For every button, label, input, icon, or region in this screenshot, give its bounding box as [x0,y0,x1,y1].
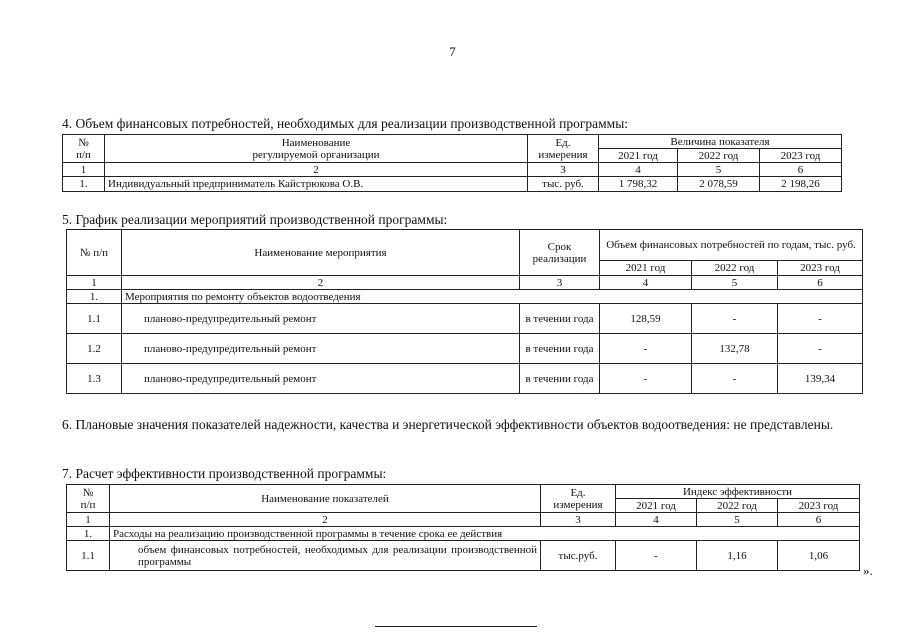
row-value: - [778,334,863,364]
row-value: 128,59 [600,304,692,334]
header-efficiency-group: Индекс эффективности [616,485,860,499]
header-year: 2021 год [616,499,697,513]
index-row [67,513,860,527]
group-name: Мероприятия по ремонту объектов водоотведения [122,290,863,304]
page-number: 7 [449,44,456,59]
group-name: Расходы на реализацию производственной программы в течение срока ее действия [110,527,860,541]
index-cell: 4 [616,513,697,527]
row-indicator-name: объем финансовых потребностей, необходимых для реализации производственной программы [110,541,541,571]
row-value: - [616,541,697,571]
index-cell: 5 [678,163,760,177]
row-term: в течении года [520,364,600,394]
header-measure-name: Наименование мероприятия [122,230,520,276]
index-cell: 1 [67,276,122,290]
header-year: 2022 год [692,261,778,276]
row-term: в течении года [520,304,600,334]
row-measure-name: планово-предупредительный ремонт [122,364,520,394]
index-cell: 6 [778,276,863,290]
index-cell: 3 [541,513,616,527]
row-value: 1,06 [778,541,860,571]
group-row [67,290,863,304]
row-num: 1. [63,177,105,192]
header-indicator-name: Наименование показателей [110,485,541,513]
table-row [67,304,863,334]
row-value: 1 798,32 [599,177,678,192]
index-cell: 2 [122,276,520,290]
index-cell: 3 [528,163,599,177]
row-value: 2 198,26 [760,177,842,192]
table-row [67,364,863,394]
index-cell: 4 [599,163,678,177]
footer-divider [375,626,537,627]
index-cell: 6 [778,513,860,527]
row-measure-name: планово-предупредительный ремонт [122,304,520,334]
header-finance-group: Объем финансовых потребностей по годам, тыс. руб. [600,230,863,261]
index-cell: 2 [110,513,541,527]
section6-paragraph: 6. Плановые значения показателей надежности, качества и энергетической эффективности объектов водоотведения: не представлены. [62,417,834,432]
header-value-group: Величина показателя [599,135,842,149]
header-year: 2021 год [599,149,678,163]
row-value: - [778,304,863,334]
header-term: Срок реализации [520,230,600,276]
closing-quote: ». [863,563,873,578]
header-year: 2023 год [778,499,860,513]
row-measure-name: планово-предупредительный ремонт [122,334,520,364]
row-unit: тыс.руб. [541,541,616,571]
index-cell: 3 [520,276,600,290]
header-unit: Ед. измерения [541,485,616,513]
header-org-name: Наименование регулируемой организации [105,135,528,163]
section5-table [66,229,863,394]
index-cell: 5 [697,513,778,527]
header-num: № п/п [67,485,110,513]
row-term: в течении года [520,334,600,364]
row-num: 1.3 [67,364,122,394]
row-num: 1.1 [67,304,122,334]
index-cell: 1 [63,163,105,177]
table-row [63,177,842,192]
index-cell: 4 [600,276,692,290]
row-unit: тыс. руб. [528,177,599,192]
header-num: № п/п [63,135,105,163]
section4-table [62,134,842,192]
row-value: 1,16 [697,541,778,571]
header-year: 2022 год [697,499,778,513]
section5-heading: 5. График реализации мероприятий производственной программы: [62,212,448,227]
index-cell: 5 [692,276,778,290]
section7-heading: 7. Расчет эффективности производственной программы: [62,466,387,481]
row-num: 1.2 [67,334,122,364]
header-num: № п/п [67,230,122,276]
section7-table [66,484,860,571]
table-row [67,334,863,364]
index-row [67,276,863,290]
header-year: 2023 год [778,261,863,276]
index-cell: 1 [67,513,110,527]
index-row [63,163,842,177]
header-year: 2022 год [678,149,760,163]
table-row [67,541,860,571]
row-value: - [600,334,692,364]
index-cell: 6 [760,163,842,177]
row-value: - [600,364,692,394]
header-unit: Ед. измерения [528,135,599,163]
row-value: 2 078,59 [678,177,760,192]
row-value: 139,34 [778,364,863,394]
group-num: 1. [67,527,110,541]
group-num: 1. [67,290,122,304]
row-org-name: Индивидуальный предприниматель Кайстрюкова О.В. [105,177,528,192]
row-value: - [692,364,778,394]
row-value: 132,78 [692,334,778,364]
row-num: 1.1 [67,541,110,571]
section4-heading: 4. Объем финансовых потребностей, необходимых для реализации производственной программы: [62,116,629,131]
header-year: 2021 год [600,261,692,276]
header-year: 2023 год [760,149,842,163]
index-cell: 2 [105,163,528,177]
group-row [67,527,860,541]
row-value: - [692,304,778,334]
